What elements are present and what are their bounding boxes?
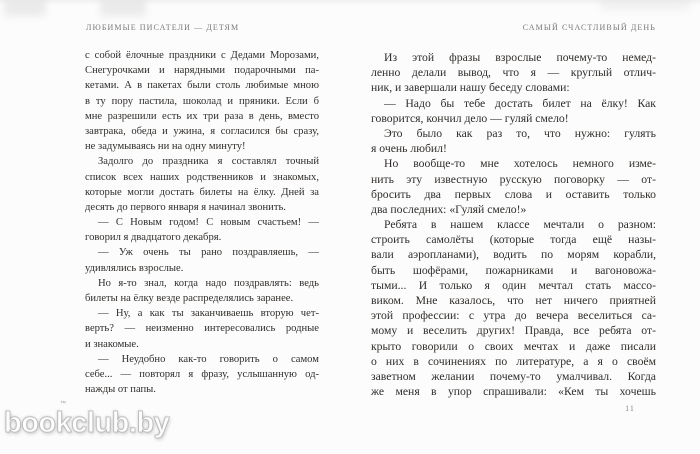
watermark-bookclub: bookclub.by — [4, 407, 170, 439]
text-line: говорится, кончил дело — гуляй смело! — [371, 111, 569, 125]
text-line: не задумываясь ни на одну минуту! — [85, 141, 246, 153]
text-line: которые могли достать билеты на ёлку. Дней за — [85, 186, 319, 198]
text-line: виком. Мне казалось, что нет ничего приятней — [371, 294, 656, 307]
text-line: говорил я двадцатого декабря. — [85, 232, 222, 244]
text-line: список всех наших родственников и знакомых, — [85, 171, 319, 183]
text-line: два последних: «Гуляй смело!» — [371, 202, 527, 216]
scan-artifact — [4, 0, 46, 16]
text-line: — Надо бы тебе достать билет на ёлку! Как — [384, 96, 656, 110]
text-line: и знакомые. — [85, 338, 139, 350]
text-line: быть шофёрами, пожарниками и вагоновожа- — [371, 263, 656, 277]
text-line: нить эту известную русскую поговорку — от- — [371, 172, 656, 186]
text-line: себе... — повторял я фразу, услышанную од- — [85, 368, 319, 380]
text-line: же меня в упор спрашивали: «Кем ты хочешь — [371, 385, 656, 399]
text-line: Ребята в нашем классе мечтали о разном: — [384, 218, 656, 232]
right-text-column — [371, 50, 656, 399]
text-line: верть? — неизменно интересовались родные — [85, 323, 319, 335]
text-line: Из этой фразы взрослые почему-то немед- — [384, 51, 656, 64]
text-line: я очень любил! — [371, 142, 447, 156]
left-text-column — [85, 48, 319, 397]
text-line: строить самолёты (которые тогда ещё назы- — [371, 233, 656, 247]
text-line: о них в сочинениях по литературе, а я о своём — [371, 354, 656, 368]
running-header-title: САМЫЙ СЧАСТЛИВЫЙ ДЕНЬ — [522, 23, 656, 32]
text-line: нажды от папы. — [85, 384, 156, 396]
text-line: — Уж очень ты рано поздравляешь, — — [98, 247, 319, 259]
text-line: Но я-то знал, когда надо поздравлять: ведь — [98, 277, 319, 289]
text-line: кетами. А в пакетах были столь любимые мною — [85, 80, 319, 92]
text-line: удивлялись взрослые. — [85, 262, 184, 274]
text-line: Снегурочками и нарядными подарочными па- — [85, 65, 319, 77]
text-line: завтрака, обеда и ужина, я согласился бы сразу, — [85, 125, 319, 137]
scan-artifact — [100, 0, 146, 16]
text-line: ленно делали вывод, что я — круглый отлич- — [371, 66, 656, 80]
text-line: мне разрешили есть их три раза в день, вместо — [85, 110, 319, 122]
text-line: тыми... И только я один мечтал стать массо- — [371, 278, 656, 292]
scan-artifact — [600, 0, 690, 10]
text-line: заветном желании почему-то умалчивал. Когда — [371, 369, 656, 383]
text-line: с собой ёлочные праздники с Дедами Морозами, — [85, 50, 319, 61]
text-line: мому и веселить других! Правда, все ребята от- — [371, 324, 656, 338]
text-line: ник, и завершали нашу беседу словами: — [371, 81, 570, 95]
text-line: бросить два первых слова и оставить только — [371, 187, 656, 201]
text-line: — С Новым годом! С новым счастьем! — — [98, 217, 319, 229]
text-line: этой профессии: с утра до вечера веселиться са- — [371, 309, 656, 323]
text-line: в ту пору пастила, шоколад и пряники. Если б — [85, 95, 319, 107]
watermark-tm-mark: ™ — [60, 401, 66, 407]
running-header-series: ЛЮБИМЫЕ ПИСАТЕЛИ — ДЕТЯМ — [86, 23, 240, 32]
text-line: Задолго до праздника я составлял точный — [98, 156, 319, 168]
text-line: билеты на ёлку везде распределялись заранее. — [85, 293, 294, 304]
text-line: — Ну, а как ты заканчиваешь вторую чет- — [98, 308, 319, 320]
text-line: Но вообще-то мне хотелось немного изме- — [384, 157, 656, 171]
text-line: крыто говорили о своих мечтах и даже писали — [371, 339, 656, 353]
text-line: десять до первого января я начинал звонить. — [85, 201, 286, 213]
text-line: вали аэропланами), водить по морям корабли, — [371, 248, 656, 262]
text-line: — Неудобно как-то говорить о самом — [98, 353, 319, 365]
page-number: 11 — [625, 404, 635, 413]
text-line: Это было как раз то, что нужно: гулять — [384, 126, 656, 140]
